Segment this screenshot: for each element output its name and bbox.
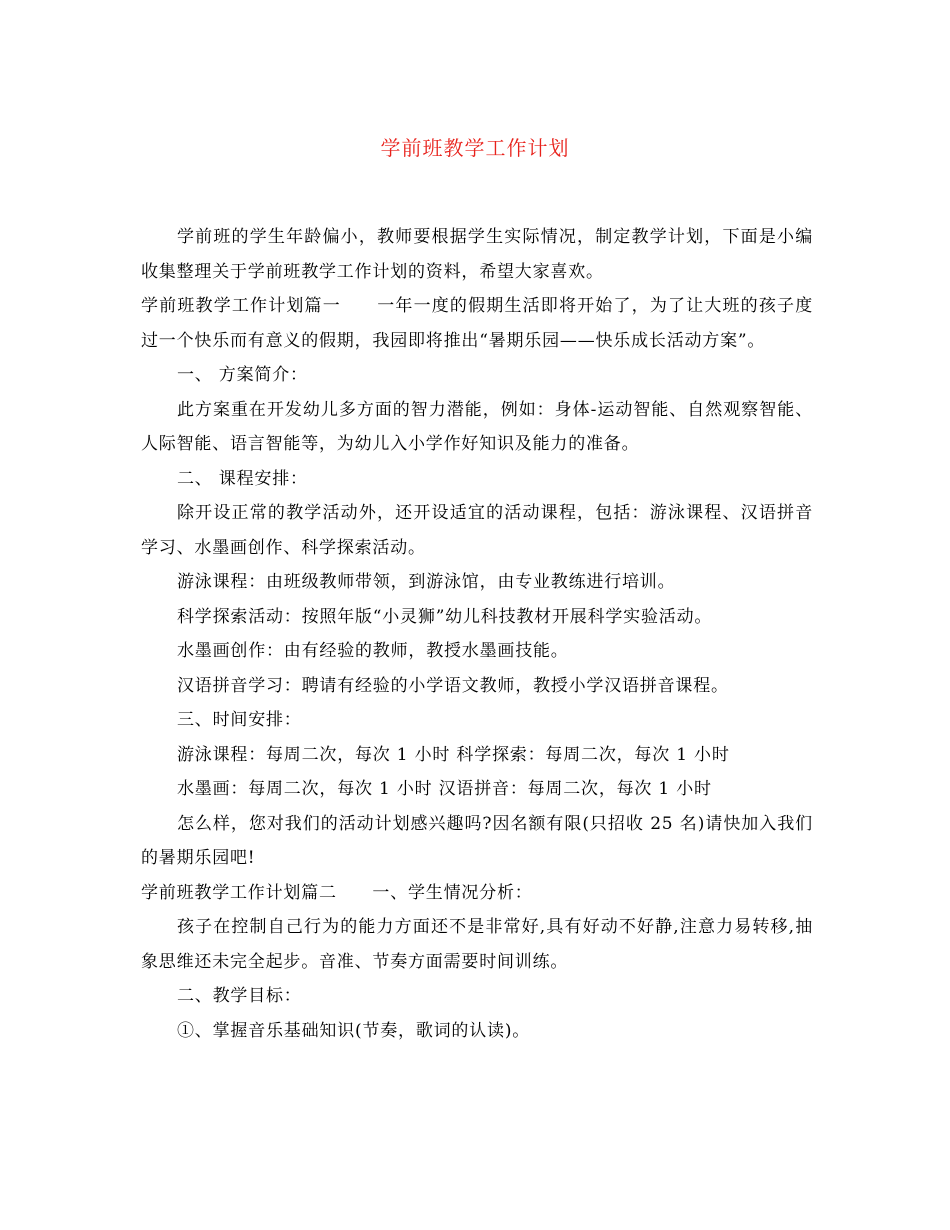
paragraph-plan-one-heading: 学前班教学工作计划篇一 一年一度的假期生活即将开始了，为了让大班的孩子度过一个快乐而有意义的假期，我园即将推出“暑期乐园——快乐成长活动方案”。 xyxy=(141,296,813,351)
paragraph-ink-painting: 水墨画创作：由有经验的教师，教授水墨画技能。 xyxy=(177,641,569,661)
paragraph-overview: 此方案重在开发幼儿多方面的智力潜能，例如：身体-运动智能、自然观察智能、人际智能、语言智能等，为幼儿入小学作好知识及能力的准备。 xyxy=(141,399,813,454)
paragraph-goal-one: ①、掌握音乐基础知识(节奏，歌词的认读)。 xyxy=(177,1020,531,1041)
paragraph-pinyin: 汉语拼音学习：聘请有经验的小学语文教师，教授小学汉语拼音课程。 xyxy=(177,675,729,696)
section-heading-courses: 二、 课程安排： xyxy=(177,468,308,489)
paragraph-plan-two-heading: 学前班教学工作计划篇二 一、学生情况分析： xyxy=(141,882,533,903)
document-body xyxy=(141,220,813,1048)
document-title: 学前班教学工作计划 xyxy=(380,136,570,160)
section-heading-goals: 二、教学目标： xyxy=(177,986,302,1006)
paragraph-courses: 除开设正常的教学活动外，还开设适宜的活动课程，包括：游泳课程、汉语拼音学习、水墨画创作、科学探索活动。 xyxy=(141,503,813,558)
section-heading-schedule: 三、时间安排： xyxy=(177,710,302,730)
paragraph-schedule-line-2: 水墨画：每周二次，每次 1 小时 汉语拼音：每周二次，每次 1 小时 xyxy=(177,779,712,799)
paragraph-intro: 学前班的学生年龄偏小，教师要根据学生实际情况，制定教学计划，下面是小编收集整理关于学前班教学工作计划的资料，希望大家喜欢。 xyxy=(141,227,813,282)
paragraph-swimming: 游泳课程：由班级教师带领，到游泳馆，由专业教练进行培训。 xyxy=(177,572,676,592)
paragraph-science: 科学探索活动：按照年版“小灵狮”幼儿科技教材开展科学实验活动。 xyxy=(177,606,713,627)
section-heading-overview: 一、 方案简介： xyxy=(177,365,308,385)
paragraph-student-analysis: 孩子在控制自己行为的能力方面还不是非常好,具有好动不好静,注意力易转移,抽象思维还未完全起步。音准、节奏方面需要时间训练。 xyxy=(141,917,813,972)
paragraph-invitation: 怎么样，您对我们的活动计划感兴趣吗?因名额有限(只招收 25 名)请快加入我们的暑期乐园吧! xyxy=(141,813,813,868)
paragraph-schedule-line-1: 游泳课程：每周二次，每次 1 小时 科学探索：每周二次，每次 1 小时 xyxy=(177,744,730,765)
